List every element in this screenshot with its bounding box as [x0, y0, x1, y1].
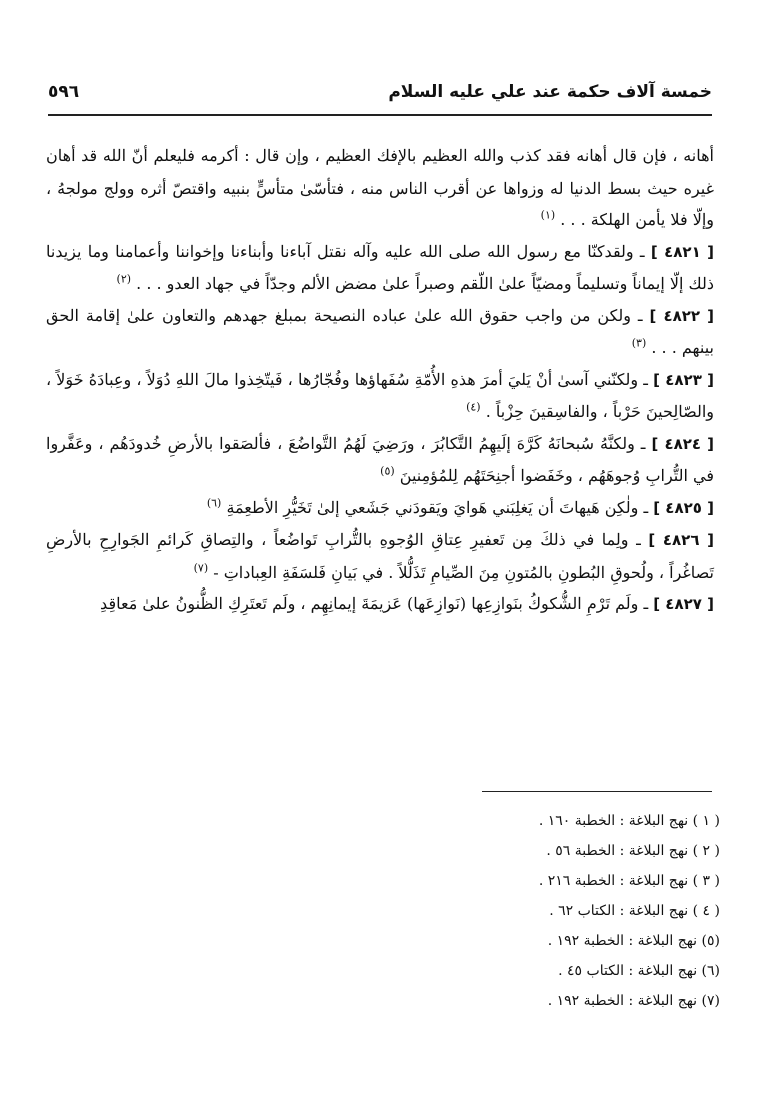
- footnote-item: (٧) نهج البلاغة : الخطبة ١٩٢ .: [547, 993, 720, 1009]
- saying-4823: [46, 364, 714, 428]
- saying-text: ـ ولِما في ذلكَ مِن تَعفيرِ عِتاقِ الوُجوهِ بالتُّرابِ تَواضُعاً ، والتِصاقِ كَرائمِ الجَوارِحِ بالأرضِ تَصاغُراً ، ولُحوقِ البُطونِ بالمُتونِ مِنَ الصِّيامِ تَذَلُّلاً . في بَيانِ فَلسَفَةِ العِباداتِ -: [46, 530, 714, 582]
- saying-text: ـ ولكنّني آسىٰ أنْ يَليَ أمرَ هذهِ الأُمّةِ سُفَهاؤها وفُجّارُها ، فَيتّخِذوا مالَ اللهِ دُوَلاً ، وعِبادَهُ خَوَلاً ، والصّالِحينَ حَرْباً ، والفاسِقينَ حِزْباً .: [46, 369, 714, 421]
- footnote-ref: (٦): [206, 496, 222, 510]
- footnotes-list: [220, 806, 720, 1016]
- saying-number: [ ٤٨٢٢ ]: [649, 306, 715, 325]
- saying-text: ـ ولٰكِن هَيهاتَ أن يَغلِبَني هَوايَ ويَقودَني جَشَعي إلىٰ تَخَيُّرِ الأطعِمَةِ: [226, 497, 649, 517]
- saying-4827: [46, 588, 714, 621]
- footnote-item: ( ٤ ) نهج البلاغة : الكتاب ٦٢ .: [549, 903, 720, 919]
- saying-number: [ ٤٨٢٥ ]: [653, 498, 714, 517]
- footnote-ref: (٧): [193, 561, 209, 575]
- page-number: ٥٩٦: [48, 82, 80, 102]
- footnote-ref: (٤): [466, 400, 481, 414]
- saying-4826: [46, 524, 714, 588]
- footnote-item: ( ٣ ) نهج البلاغة : الخطبة ٢١٦ .: [538, 873, 720, 889]
- saying-text: ـ ولكنَّهُ سُبحانَهُ كَرَّهَ إلَيهِمُ التَّكابُرَ ، ورَضِيَ لَهُمُ التَّواضُعَ ، فألصَقوا بالأرضِ خُدودَهُم ، وعَفَّروا في التُّرابِ وُجوهَهُم ، وخَفَضوا أجنِحَتَهُم لِلمُؤمِنينَ: [46, 433, 714, 485]
- footnote-ref: (٣): [631, 336, 647, 350]
- running-title: خمسة آلاف حكمة عند علي عليه السلام: [388, 82, 712, 102]
- saying-number: [ ٤٨٢٣ ]: [653, 370, 715, 389]
- saying-number: [ ٤٨٢٧ ]: [653, 595, 714, 613]
- footnote-ref: (١): [540, 208, 556, 222]
- footnote-item: (٦) نهج البلاغة : الكتاب ٤٥ .: [558, 963, 720, 979]
- saying-number: [ ٤٨٢١ ]: [650, 242, 715, 261]
- footnote-ref: (٥): [380, 464, 395, 478]
- footnote-item: (٥) نهج البلاغة : الخطبة ١٩٢ .: [547, 933, 720, 949]
- footnote-item: ( ١ ) نهج البلاغة : الخطبة ١٦٠ .: [538, 813, 720, 829]
- page-header: [48, 82, 712, 110]
- saying-number: [ ٤٨٢٦ ]: [648, 531, 715, 549]
- saying-text: ـ ولقدكنّا مع رسول الله صلى الله عليه وآله نقتل آباءنا وأبناءنا وإخواننا وأعمامنا وما يزيدنا ذلك إلّا إيماناً وتسليماً ومضيّاً علىٰ اللّقم وصبراً علىٰ مضض الألم وجدّاً في جهاد العدو . . .: [46, 241, 714, 293]
- saying-4821: [46, 236, 714, 300]
- saying-text: أهانه ، فإن قال أهانه فقد كذب والله العظيم بالإفك العظيم ، وإن قال : أكرمه فليعلم أنّ الله قد أهان غيره حيث بسط الدنيا له وزواها عن أقرب الناس منه ، فتأسّىٰ متأسٍّ بنبيه واقتصّ أثره وولج مولجهُ ، وإلّا فلا يأمن الهلكة . . .: [46, 146, 714, 229]
- main-text: [46, 140, 714, 621]
- saying-4822: [46, 300, 714, 364]
- footnote-ref: (٢): [116, 272, 132, 286]
- footnote-item: ( ٢ ) نهج البلاغة : الخطبة ٥٦ .: [546, 843, 720, 859]
- saying-number: [ ٤٨٢٤ ]: [651, 434, 715, 453]
- saying-4825: [46, 492, 714, 525]
- header-divider: [48, 114, 712, 116]
- saying-4824: [46, 428, 714, 492]
- paragraph-continued: [46, 140, 714, 236]
- footnote-divider: [482, 791, 712, 792]
- saying-text: ـ ولكن من واجب حقوق الله علىٰ عباده النصيحة بمبلغ جهدهم والتعاون علىٰ إقامة الحق بينهم . . .: [46, 305, 714, 357]
- saying-text: ـ ولَم تَرْمِ الشُّكوكُ بنَوازِعِها (نَوازِعَها) عَزيمَةَ إيمانِهِم ، ولَم تَعتَرِكِ الظُّنونُ علىٰ مَعاقِدِ: [100, 594, 649, 613]
